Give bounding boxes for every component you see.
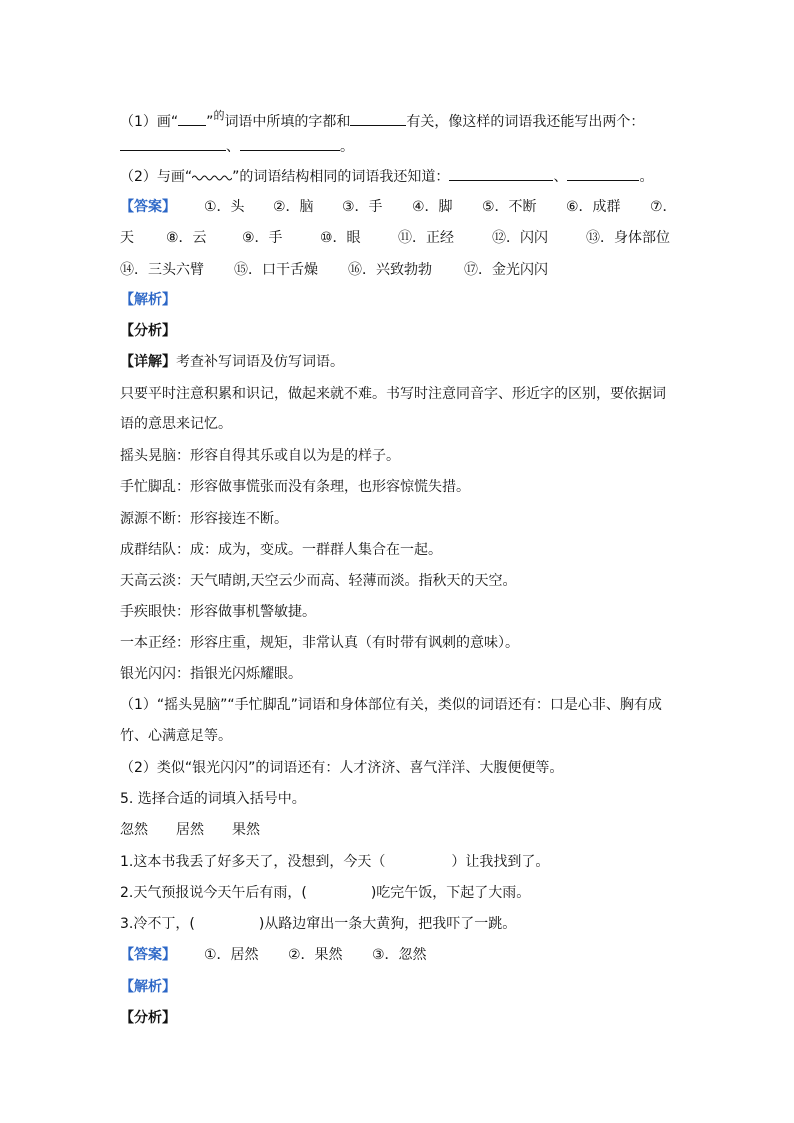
answer-tag: 【答案】 <box>120 199 176 215</box>
answer-tag: 【答案】 <box>120 947 176 963</box>
sentence-1: 1.这本书我丢了好多天了，没想到，今天（ ）让我找到了。 <box>120 854 550 870</box>
blank-underline <box>178 111 206 126</box>
definition-line: 手疾眼快：形容做事机警敏捷。 <box>120 604 316 620</box>
answer-line1: 【答案】 ①．头 ②．脑 ③．手 ④．脚 ⑤．不断 ⑥．成群 ⑦． <box>120 199 677 215</box>
definition-line: 手忙脚乱：形容做事慌张而没有条理，也形容惊慌失措。 <box>120 479 470 495</box>
blank-underline <box>120 136 226 151</box>
note-line: 竹、心满意足等。 <box>120 728 232 744</box>
blank-underline <box>449 166 553 181</box>
answer-5-line: 【答案】 ①．居然 ②．果然 ③．忽然 <box>120 947 427 963</box>
sentence-2: 2.天气预报说今天午后有雨，( )吃完午饭，下起了大雨。 <box>120 885 531 901</box>
wavy-underline-icon <box>192 172 232 182</box>
blank-underline <box>240 136 340 151</box>
definition-line: 一本正经：形容庄重，规矩，非常认真（有时带有讽刺的意味）。 <box>120 635 519 651</box>
question-part1-line1: （1）画“ ”$^的$词语中所填的字都和 有关，像这样的词语我还能写出两个： <box>120 109 645 130</box>
definition-line: 天高云淡：天气晴朗,天空云少而高、轻薄而淡。指秋天的天空。 <box>120 573 517 589</box>
xiangjie-line: 【详解】考查补写词语及仿写词语。 <box>120 354 344 370</box>
blank-underline <box>567 166 639 181</box>
blank-underline <box>350 111 406 126</box>
question-5-title: 5. 选择合适的词填入括号中。 <box>120 791 306 807</box>
analysis-tag: 【解析】 <box>120 979 176 995</box>
fenxi-tag: 【分析】 <box>120 1010 176 1026</box>
note-line: （2）类似“银光闪闪”的词语还有：人才济济、喜气洋洋、大腹便便等。 <box>120 760 564 776</box>
definition-line: 银光闪闪：指银光闪烁耀眼。 <box>120 666 302 682</box>
definition-line: 摇头晃脑：形容自得其乐或自以为是的样子。 <box>120 448 400 464</box>
analysis-tag: 【解析】 <box>120 292 176 308</box>
definition-line: 成群结队：成：成为，变成。一群群人集合在一起。 <box>120 542 442 558</box>
note-line: （1）“摇头晃脑”“手忙脚乱”词语和身体部位有关，类似的词语还有：口是心非、胸有成 <box>120 697 662 713</box>
paragraph-line: 语的意思来记忆。 <box>120 416 232 432</box>
paragraph-line: 只要平时注意积累和识记，做起来就不难。书写时注意同音字、形近字的区别，要依据词 <box>120 386 666 402</box>
fenxi-tag: 【分析】 <box>120 323 176 339</box>
sentence-3: 3.冷不丁，( )从路边窜出一条大黄狗，把我吓了一跳。 <box>120 916 517 932</box>
definition-line: 源源不断：形容接连不断。 <box>120 511 288 527</box>
question-part2-line: （2）与画“ ”的词语结构相同的词语我还知道： 、 。 <box>120 166 653 187</box>
question-part1-line2: 、 。 <box>120 136 354 157</box>
